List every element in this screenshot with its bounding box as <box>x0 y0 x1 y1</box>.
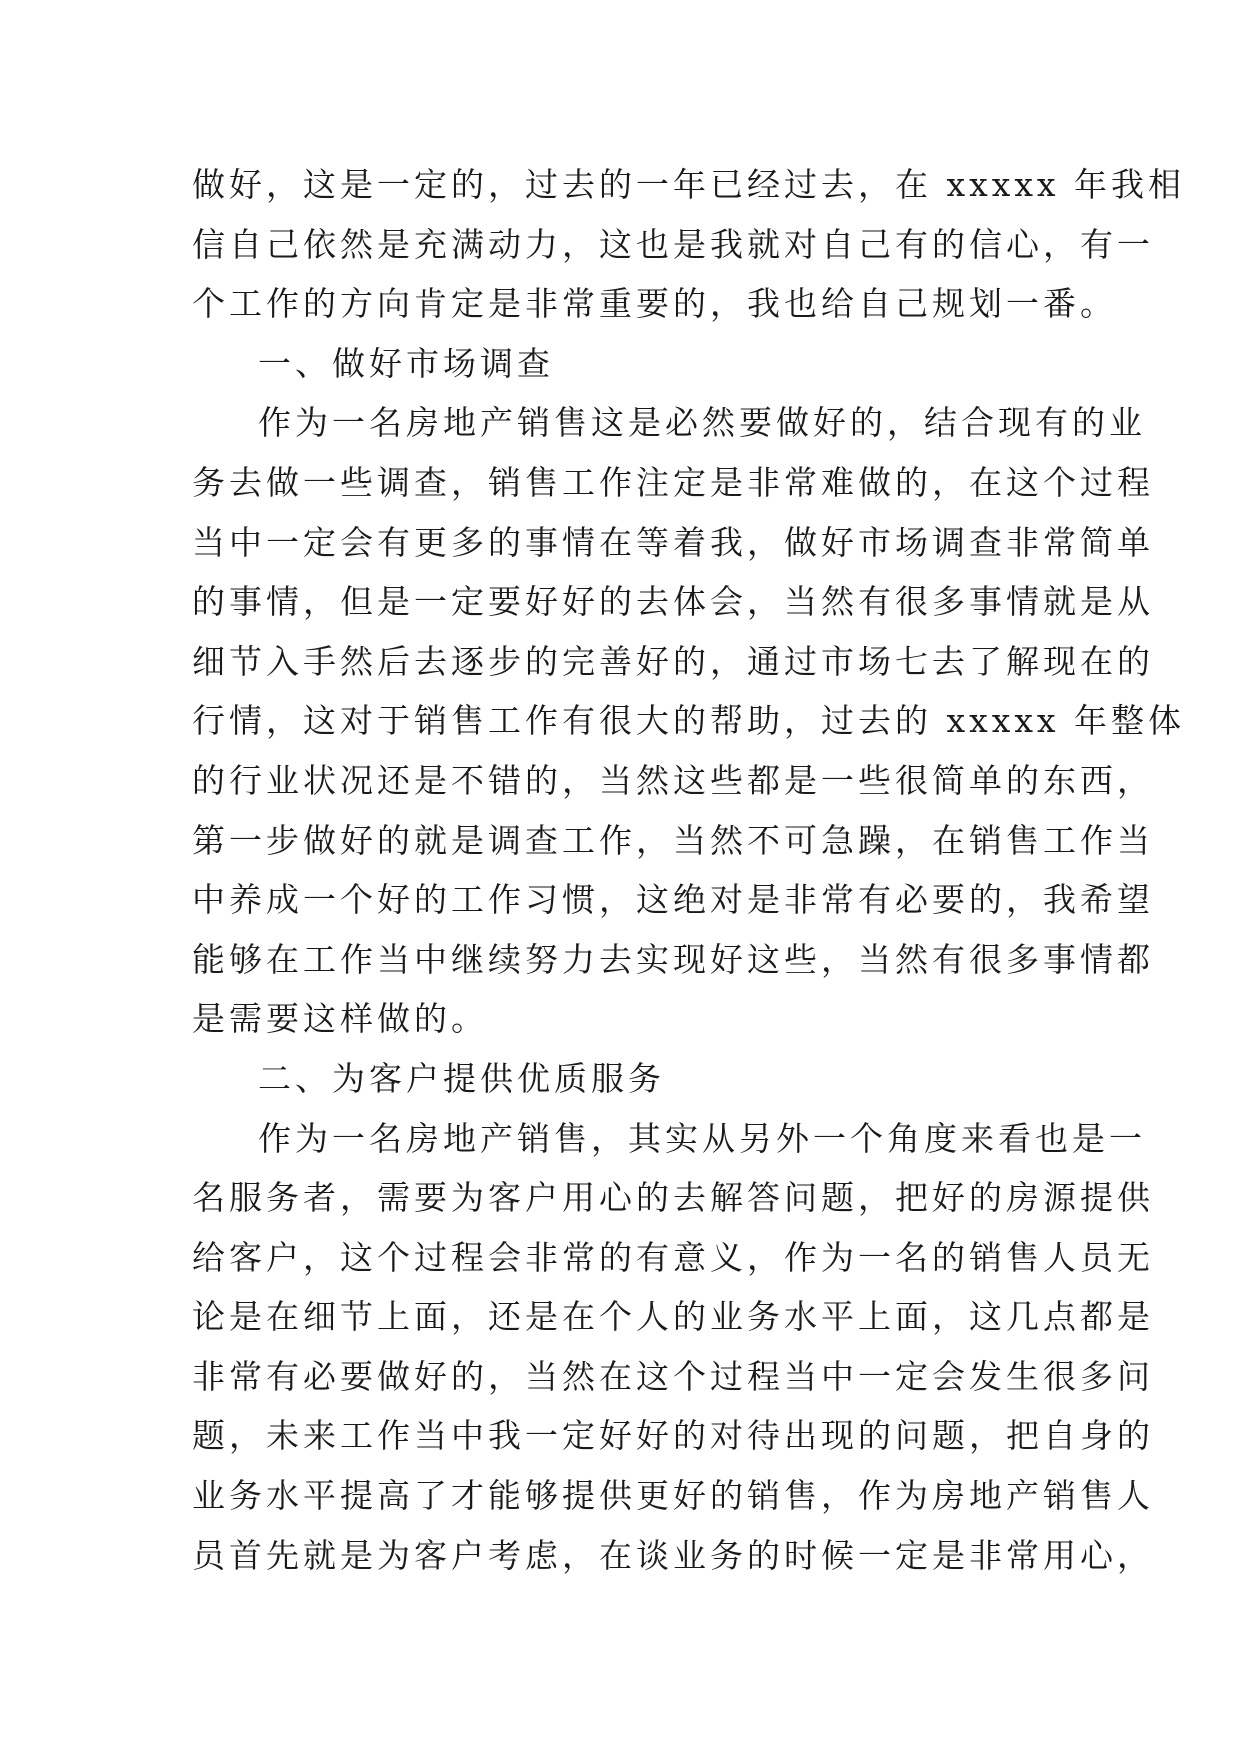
text-line: 给客户，这个过程会非常的有意义，作为一名的销售人员无 <box>192 1237 1154 1277</box>
text-line: 题，未来工作当中我一定好好的对待出现的问题，把自身的 <box>192 1416 1154 1456</box>
text-line: 作为一名房地产销售这是必然要做好的，结合现有的业 <box>258 403 1146 443</box>
section-heading-1: 一、做好市场调查 <box>258 343 554 383</box>
text-line: 的事情，但是一定要好好的去体会，当然有很多事情就是从 <box>192 582 1154 622</box>
text-line: 是需要这样做的。 <box>192 999 488 1039</box>
text-line: 的行业状况还是不错的，当然这些都是一些很简单的东西， <box>192 760 1154 800</box>
section-heading-2: 二、为客户提供优质服务 <box>258 1058 665 1098</box>
text-line: 行情，这对于销售工作有很大的帮助，过去的 xxxxx 年整体 <box>192 701 1186 741</box>
text-line: 务去做一些调查，销售工作注定是非常难做的，在这个过程 <box>192 462 1154 502</box>
text-line: 名服务者，需要为客户用心的去解答问题，把好的房源提供 <box>192 1178 1154 1218</box>
text-line: 中养成一个好的工作习惯，这绝对是非常有必要的，我希望 <box>192 880 1154 920</box>
text-line: 信自己依然是充满动力，这也是我就对自己有的信心，有一 <box>192 224 1154 264</box>
text-line: 非常有必要做好的，当然在这个过程当中一定会发生很多问 <box>192 1356 1154 1396</box>
text-line: 做好，这是一定的，过去的一年已经过去，在 xxxxx 年我相 <box>192 165 1186 204</box>
text-line: 能够在工作当中继续努力去实现好这些，当然有很多事情都 <box>192 939 1154 979</box>
text-line: 员首先就是为客户考虑，在谈业务的时候一定是非常用心， <box>192 1535 1154 1575</box>
text-line: 个工作的方向肯定是非常重要的，我也给自己规划一番。 <box>192 284 1117 324</box>
text-line: 当中一定会有更多的事情在等着我，做好市场调查非常简单 <box>192 522 1154 562</box>
text-line: 论是在细节上面，还是在个人的业务水平上面，这几点都是 <box>192 1297 1154 1337</box>
body-text <box>192 155 1186 1585</box>
text-line: 业务水平提高了才能够提供更好的销售，作为房地产销售人 <box>192 1476 1154 1516</box>
text-line: 第一步做好的就是调查工作，当然不可急躁，在销售工作当 <box>192 820 1154 860</box>
text-line: 作为一名房地产销售，其实从另外一个角度来看也是一 <box>258 1118 1146 1158</box>
text-line: 细节入手然后去逐步的完善好的，通过市场七去了解现在的 <box>192 641 1154 681</box>
